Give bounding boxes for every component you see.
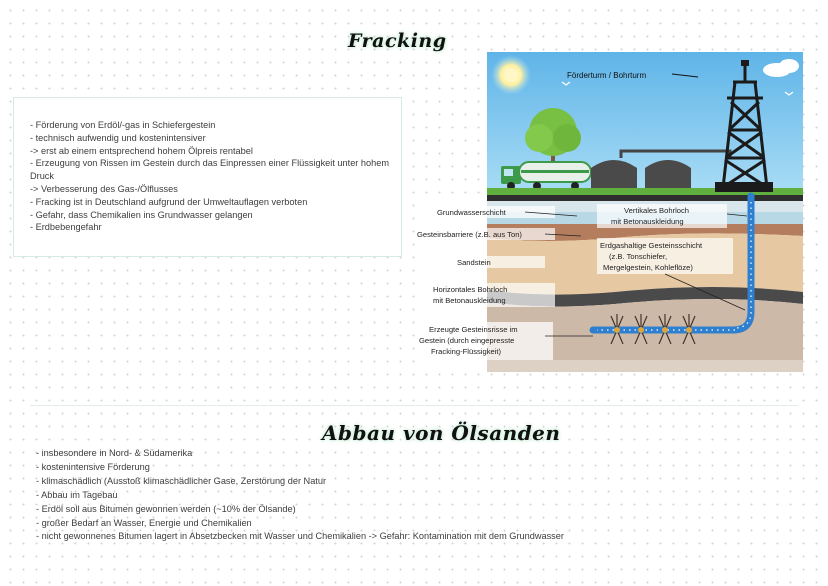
- fracking-diagram: [415, 52, 803, 372]
- svg-text:(z.B. Tonschiefer,: (z.B. Tonschiefer,: [609, 252, 668, 261]
- svg-text:Mergelgestein, Kohleflöze): Mergelgestein, Kohleflöze): [603, 263, 693, 272]
- fracking-title: Fracking: [348, 30, 447, 52]
- surface-layer: [487, 195, 803, 201]
- fracking-bullet: - Erzeugung von Rissen im Gestein durch das Einpressen einer Flüssigkeit unter hohem Druck: [30, 158, 390, 182]
- svg-text:Vertikales Bohrloch: Vertikales Bohrloch: [624, 206, 690, 215]
- oelsand-bullet: - großer Bedarf an Wasser, Energie und Chemikalien: [36, 517, 252, 528]
- oelsand-bullet: - nicht gewonnenes Bitumen lagert in Absetzbecken mit Wasser und Chemikalien -> Gefahr: Kontamination mit dem Grundwasser: [36, 531, 564, 542]
- svg-text:mit Betonauskleidung: mit Betonauskleidung: [433, 296, 506, 305]
- fracking-bullet: - Gefahr, dass Chemikalien ins Grundwasser gelangen: [30, 209, 253, 220]
- fracking-bullet: - Förderung von Erdöl/-gas in Schiefergestein: [30, 120, 216, 130]
- oelsand-bullet-list: [36, 447, 564, 544]
- svg-text:Sandstein: Sandstein: [457, 258, 491, 267]
- oelsand-bullet: - Erdöl soll aus Bitumen gewonnen werden (~10% der Ölsande): [36, 503, 296, 514]
- fracking-bullet: -> Verbesserung des Gas-/Ölflusses: [30, 183, 178, 194]
- oelsand-bullet: - kostenintensive Förderung: [36, 461, 150, 472]
- bottom-layer: [487, 360, 803, 372]
- svg-text:mit Betonauskleidung: mit Betonauskleidung: [611, 217, 684, 226]
- fracking-bullet: - Fracking ist in Deutschland aufgrund der Umweltauflagen verboten: [30, 196, 308, 207]
- fracking-bullet-list: [30, 119, 390, 234]
- oelsand-title: Abbau von Ölsanden: [322, 421, 561, 445]
- oelsand-bullet: - Abbau im Tagebau: [36, 489, 118, 500]
- oelsand-bullet: - insbesondere in Nord- & Südamerika: [36, 448, 193, 458]
- tower-label: Förderturm / Bohrturm: [567, 71, 647, 80]
- section-divider: [30, 405, 798, 406]
- label-horizontal-borehole: [431, 283, 555, 307]
- svg-text:Erzeugte Gesteinsrisse im: Erzeugte Gesteinsrisse im: [429, 325, 518, 334]
- fracking-bullet: - technisch aufwendig und kostenintensiver: [30, 132, 206, 143]
- sun-core: [504, 68, 518, 82]
- svg-text:Erdgashaltige Gesteinsschicht: Erdgashaltige Gesteinsschicht: [600, 241, 703, 250]
- svg-text:Horizontales Bohrloch: Horizontales Bohrloch: [433, 285, 508, 294]
- tower-top: [741, 60, 749, 66]
- svg-text:Fracking-Flüssigkeit): Fracking-Flüssigkeit): [431, 347, 502, 356]
- label-sandstone: [455, 256, 545, 268]
- svg-text:Gesteinsbarriere (z.B. aus Ton: Gesteinsbarriere (z.B. aus Ton): [417, 230, 522, 239]
- tower-base: [715, 182, 773, 192]
- svg-text:Gestein (durch eingepresste: Gestein (durch eingepresste: [419, 336, 515, 345]
- fracking-textbox: [13, 97, 402, 257]
- fracking-bullet: -> erst ab einem entsprechend hohem Ölpreis rentabel: [30, 145, 253, 156]
- fracking-bullet: - Erdbebengefahr: [30, 222, 102, 233]
- label-vertical-borehole: [597, 204, 747, 228]
- svg-text:Grundwasserschicht: Grundwasserschicht: [437, 208, 506, 217]
- oelsand-bullet: - klimaschädlich (Ausstoß klimaschädlicher Gase, Zerstörung der Natur: [36, 475, 327, 486]
